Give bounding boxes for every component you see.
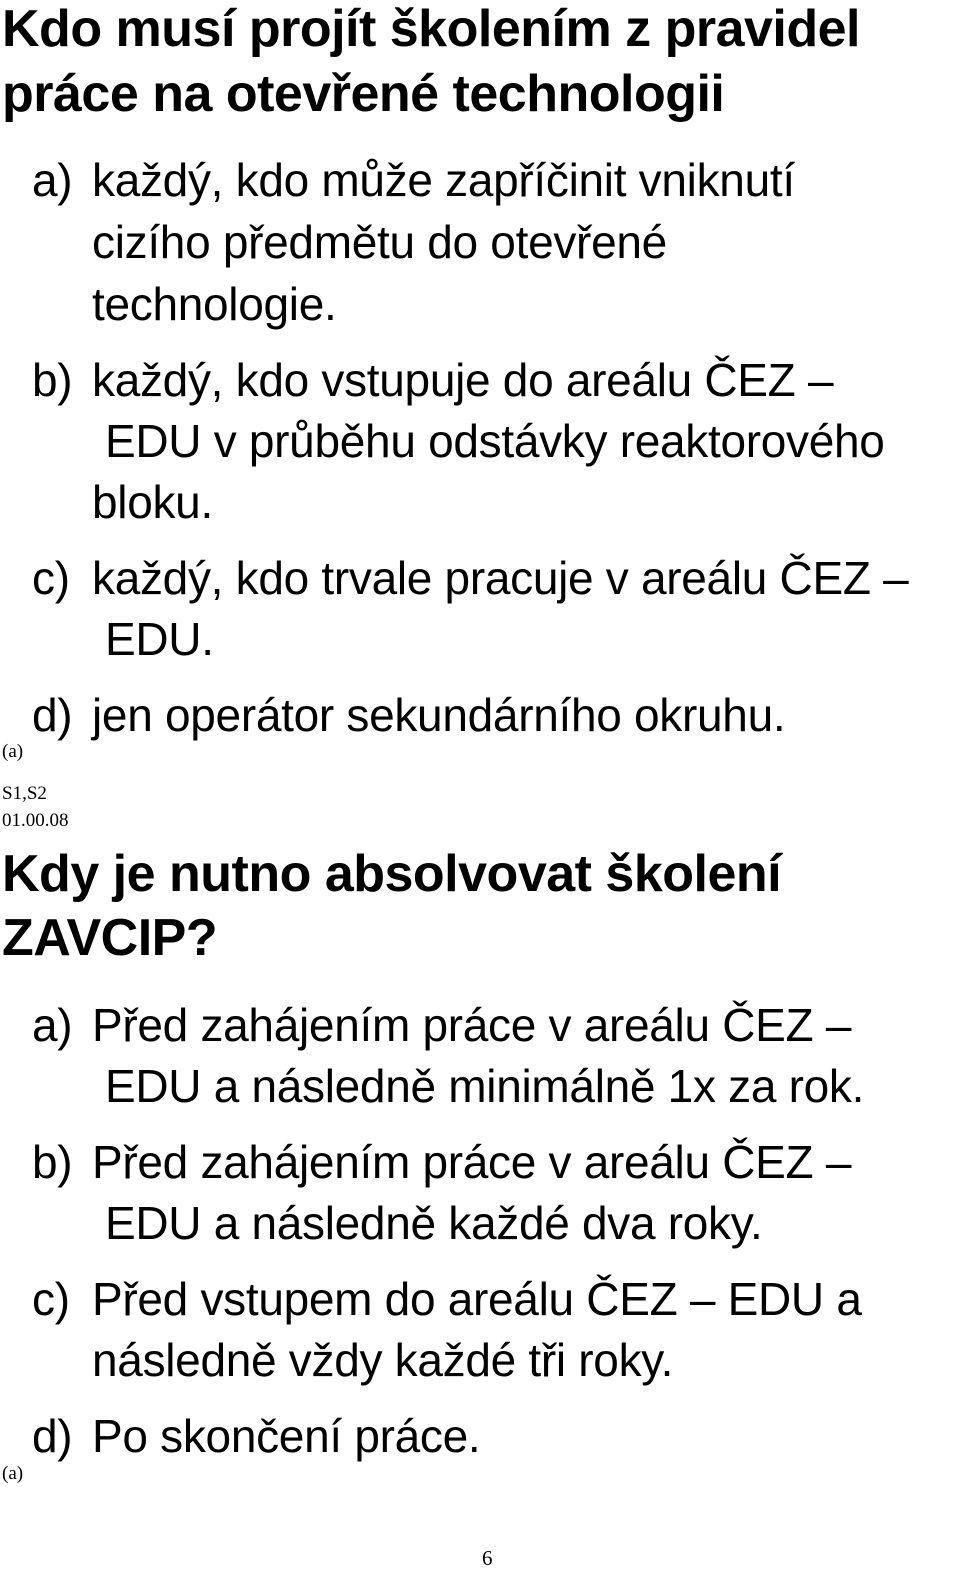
question-1-option-a-label: a) <box>32 154 73 206</box>
question-2-option-a-line-1: Před zahájením práce v areálu ČEZ – <box>92 999 852 1051</box>
question-1-title-line-1: Kdo musí projít školením z pravidel <box>2 0 860 58</box>
question-2-option-c-label: c) <box>32 1273 70 1325</box>
question-2-option-c-line-1: Před vstupem do areálu ČEZ – EDU a <box>92 1273 862 1325</box>
question-1-option-b-line-2: EDU v průběhu odstávky reaktorového <box>105 415 885 467</box>
question-1-option-a-line-1: každý, kdo může zapříčinit vniknutí <box>92 154 795 206</box>
question-1-option-d-label: d) <box>32 689 73 741</box>
question-1-answer: (a) <box>2 741 24 762</box>
question-1-title-line-2: práce na otevřené technologii <box>2 65 725 123</box>
question-1-option-b-line-1: každý, kdo vstupuje do areálu ČEZ – <box>92 354 834 406</box>
question-2-option-a-label: a) <box>32 999 73 1051</box>
question-2-option-a-line-2: EDU a následně minimálně 1x za rok. <box>105 1060 865 1112</box>
question-1-option-b-label: b) <box>32 354 73 406</box>
question-2-title-line-1: Kdy je nutno absolvovat školení <box>2 845 782 903</box>
question-1-option-b-line-3: bloku. <box>92 476 213 528</box>
page-number: 6 <box>482 1546 493 1570</box>
question-1-option-a-line-2: cizího předmětu do otevřené <box>92 216 667 268</box>
question-2-option-c-line-2: následně vždy každé tři roky. <box>92 1334 674 1386</box>
question-code: 01.00.08 <box>2 810 69 831</box>
question-2-option-b-line-1: Před zahájením práce v areálu ČEZ – <box>92 1136 852 1188</box>
question-1-option-c-label: c) <box>32 552 70 604</box>
question-2-option-d-line-1: Po skončení práce. <box>92 1410 481 1462</box>
question-2-answer: (a) <box>2 1463 24 1484</box>
question-1-option-a-line-3: technologie. <box>92 278 337 330</box>
question-1-option-c-line-1: každý, kdo trvale pracuje v areálu ČEZ – <box>92 552 909 604</box>
question-2-option-b-label: b) <box>32 1136 73 1188</box>
question-1-option-d-line-1: jen operátor sekundárního okruhu. <box>92 689 786 741</box>
question-systems: S1,S2 <box>2 783 47 804</box>
question-2-title-line-2: ZAVCIP? <box>2 909 218 967</box>
question-2-option-b-line-2: EDU a následně každé dva roky. <box>105 1197 763 1249</box>
question-2-option-d-label: d) <box>32 1410 73 1462</box>
question-1-option-c-line-2: EDU. <box>105 613 214 665</box>
